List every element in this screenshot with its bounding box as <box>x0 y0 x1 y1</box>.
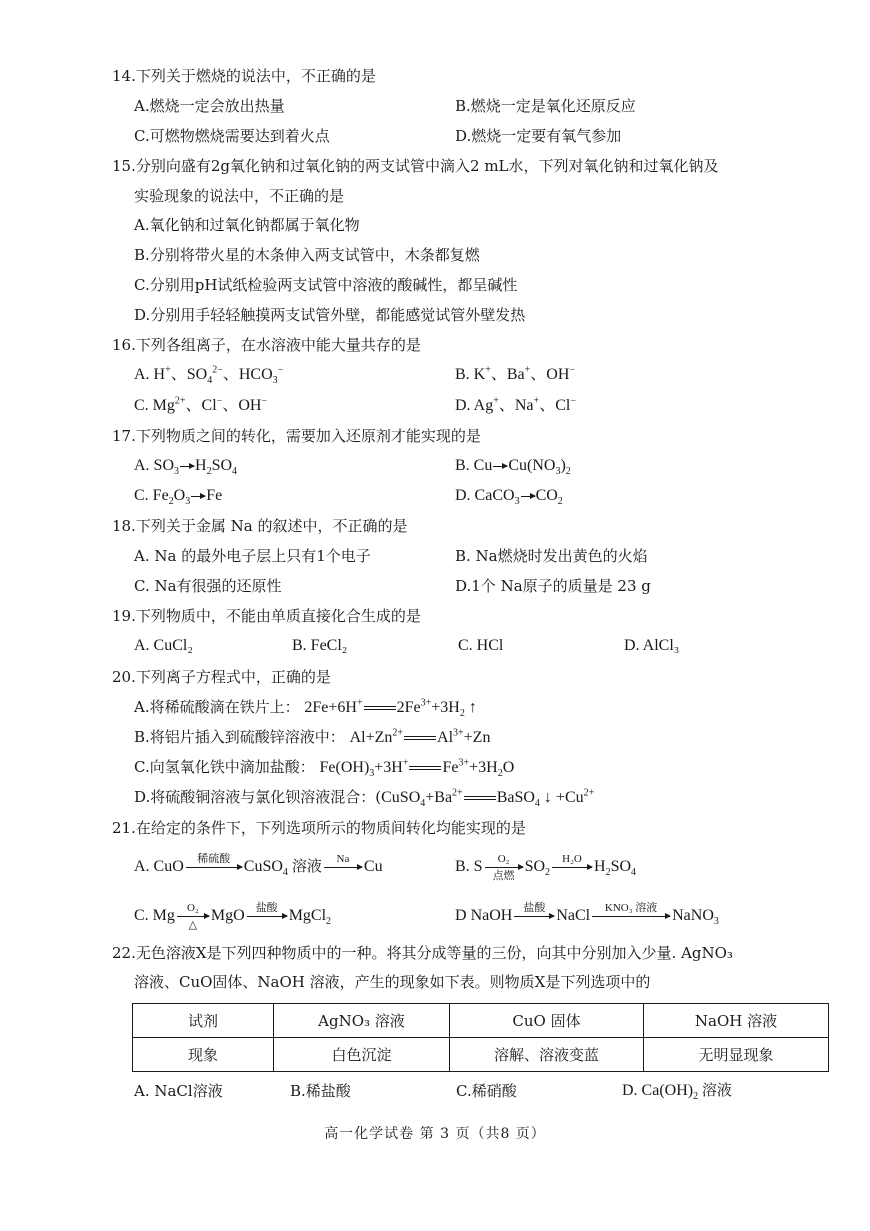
q16-option-c: C. $Mg^{2+}$、Cl−、OH− <box>134 395 268 414</box>
q21-b-arrow2: H₂O <box>552 867 592 868</box>
q15-option-a: A.氧化钠和过氧化钠都属于氧化物 <box>134 216 360 234</box>
q16-option-b: B. K+、Ba+、OH− <box>455 364 576 383</box>
q21-d-label: D <box>455 907 467 924</box>
q22-stem-line1: 22.无色溶液X是下列四种物质中的一种。将其分成等量的三份，向其中分别加入少量. AgNO₃ <box>112 944 733 962</box>
table-cell: 试剂 <box>133 1004 274 1038</box>
q22-option-c: C.稀硝酸 <box>456 1082 517 1100</box>
table-cell: CuO 固体 <box>450 1004 644 1038</box>
q21-a-arrow2: Na <box>324 867 362 868</box>
q22-stem-line2: 溶液、CuO固体、NaOH 溶液，产生的现象如下表。则物质X是下列选项中的 <box>134 973 651 991</box>
q22-table <box>132 1003 829 1072</box>
q22-option-b: B.稀盐酸 <box>290 1082 351 1100</box>
table-cell: 白色沉淀 <box>274 1038 450 1072</box>
q18-option-a: A. Na 的最外电子层上只有1个电子 <box>134 547 371 565</box>
q14-option-d: D.燃烧一定要有氧气参加 <box>455 127 622 145</box>
q19-option-b: B. FeCl₂ <box>292 637 348 654</box>
q21-d-arrow2: KNO₃ 溶液 <box>592 916 670 917</box>
page-footer: 高一化学试卷 第 3 页（共8 页） <box>324 1126 546 1142</box>
q20-option-b: B.将铝片插入到硫酸锌溶液中： $Al+Zn^{2+}$ $Al^{3+}+Zn$ <box>134 727 491 746</box>
q17-option-a: A. $SO_3$ $H_2SO_4$ <box>134 457 238 478</box>
q17-option-b: B. Cu $Cu(NO_3)_2$ <box>455 457 571 478</box>
q16-option-d: D. Ag+、Na+、Cl− <box>455 395 576 414</box>
table-cell: 溶解、溶液变蓝 <box>450 1038 644 1072</box>
q15-stem-line1: 15.分别向盛有2g氧化钠和过氧化钠的两支试管中滴入2 mL水，下列对氧化钠和过氧化钠及 <box>112 157 719 175</box>
q14-stem: 14.下列关于燃烧的说法中，不正确的是 <box>112 67 376 85</box>
q21-d-arrow1: 盐酸 <box>514 916 554 917</box>
q21-a-solution-label: 溶液 <box>291 859 322 875</box>
q17-option-c: C. $Fe_2O_3$ Fe <box>134 487 223 508</box>
q17-option-d: D. CaCO$_3$ $CO_2$ <box>455 487 563 508</box>
q14-option-a: A.燃烧一定会放出热量 <box>134 97 285 115</box>
q17-stem: 17.下列物质之间的转化，需要加入还原剂才能实现的是 <box>112 427 481 445</box>
table-cell: 无明显现象 <box>644 1038 829 1072</box>
q22-d-suffix: 溶液 <box>698 1083 732 1099</box>
q18-option-b: B. Na燃烧时发出黄色的火焰 <box>455 547 648 565</box>
q14-option-c: C.可燃物燃烧需要达到着火点 <box>134 127 330 145</box>
q20-option-d-text: D.将硫酸铜溶液与氯化钡溶液混合：( <box>134 788 382 806</box>
q20-stem: 20.下列离子方程式中，正确的是 <box>112 668 331 686</box>
q21-c-arrow2: 盐酸 <box>247 916 287 917</box>
table-cell: 现象 <box>133 1038 274 1072</box>
q20-option-c: C.向氢氧化铁中滴加盐酸： $Fe(OH)_3+3H^+$ $Fe^{3+}+3H_2O$ <box>134 757 515 780</box>
q19-option-d: D. AlCl₃ <box>624 637 680 654</box>
q21-option-c: C. Mg O₂ △ MgO 盐酸 MgCl$_2$ <box>134 901 332 931</box>
q16-option-a: A. H+、$SO_4^{2-}$、$HCO_3^-$ <box>134 364 284 387</box>
q22-d-formula: D. Ca(OH) <box>622 1082 694 1099</box>
q16-stem: 16.下列各组离子，在水溶液中能大量共存的是 <box>112 336 421 354</box>
q21-option-d: D NaOH 盐酸 NaCl KNO₃ 溶液 NaNO$_3$ <box>455 901 719 928</box>
q20-option-a-text: A.将稀硫酸滴在铁片上： <box>134 698 300 716</box>
table-row <box>133 1004 829 1038</box>
q19-option-c: C. HCl <box>458 637 504 654</box>
q20-option-b-text: B.将铝片插入到硫酸锌溶液中： <box>134 728 345 746</box>
q21-a-arrow1: 稀硫酸 <box>186 867 242 868</box>
q22-option-d: D. $Ca(OH)_2$ 溶液 <box>622 1082 732 1103</box>
q15-option-d: D.分别用手轻轻触摸两支试管外壁，都能感觉试管外壁发热 <box>134 306 526 324</box>
table-cell: NaOH 溶液 <box>644 1004 829 1038</box>
q15-option-c: C.分别用pH试纸检验两支试管中溶液的酸碱性，都呈碱性 <box>134 276 518 294</box>
table-cell: AgNO₃ 溶液 <box>274 1004 450 1038</box>
q22-option-a: A. NaCl溶液 <box>134 1082 223 1100</box>
q21-c-arrow1: O₂ △ <box>177 916 209 917</box>
q18-stem: 18.下列关于金属 Na 的叙述中，不正确的是 <box>112 517 408 535</box>
q20-option-d: D.将硫酸铜溶液与氯化钡溶液混合：($CuSO_4+Ba^{2+}$ BaSO$_4$ ↓ $+Cu^{2+}$ <box>134 787 595 810</box>
q20-option-a: A.将稀硫酸滴在铁片上： 2Fe+6H+ $2Fe^{3+}+3H_2$ ↑ <box>134 697 477 720</box>
q14-option-b: B.燃烧一定是氧化还原反应 <box>455 97 636 115</box>
q21-b-arrow1: O₂ 点燃 <box>485 867 523 868</box>
q19-stem: 19.下列物质中，不能由单质直接化合生成的是 <box>112 607 421 625</box>
q21-option-b: B. S O₂ 点燃 $SO_2$ H₂O $H_2SO_4$ <box>455 852 637 882</box>
q15-option-b: B.分别将带火星的木条伸入两支试管中，木条都复燃 <box>134 246 480 264</box>
q21-stem: 21.在给定的条件下，下列选项所示的物质间转化均能实现的是 <box>112 819 526 837</box>
q15-stem-line2: 实验现象的说法中，不正确的是 <box>134 187 345 205</box>
q20-option-c-text: C.向氢氧化铁中滴加盐酸： <box>134 758 315 776</box>
q21-option-a: A. CuO 稀硫酸 CuSO$_4$ 溶液 Na Cu <box>134 852 383 879</box>
q18-option-d: D.1个 Na原子的质量是 23 g <box>455 577 651 595</box>
table-row <box>133 1038 829 1072</box>
q19-option-a: A. CuCl₂ <box>134 637 193 654</box>
q18-option-c: C. Na有很强的还原性 <box>134 577 282 595</box>
